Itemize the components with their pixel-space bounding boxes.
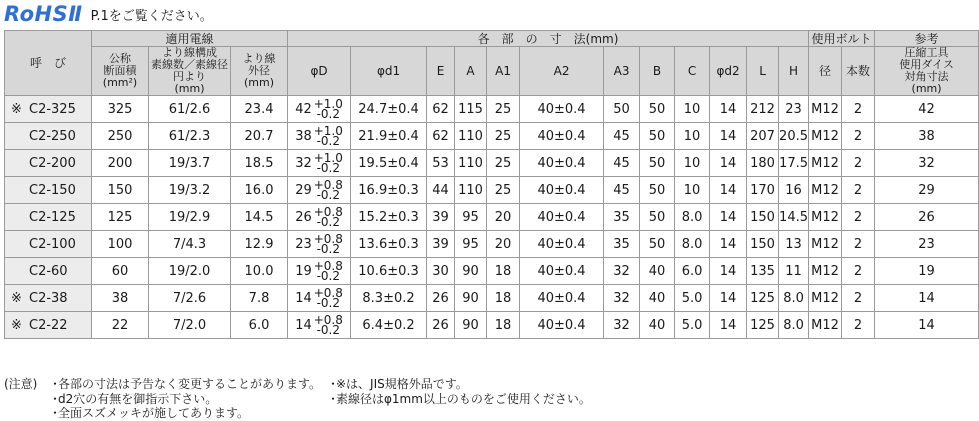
tolerance-minus: -0.2	[316, 242, 341, 256]
cell-A: 95	[455, 231, 487, 258]
cell-D	[288, 177, 351, 204]
cell-E: 26	[427, 285, 455, 312]
cell-area: 60	[92, 258, 149, 285]
dim-col-header: φd1	[351, 47, 427, 96]
cell-A1: 18	[487, 312, 520, 339]
cell-A2: 40±0.4	[520, 150, 604, 177]
cell-d1: 10.6±0.3	[351, 258, 427, 285]
cell-D	[288, 96, 351, 123]
dim-col-header: A3	[604, 47, 640, 96]
cell-bolt: M12	[809, 204, 842, 231]
cell-d1: 24.7±0.4	[351, 96, 427, 123]
note-line: ･※は、JIS規格外品です。	[330, 377, 468, 391]
dia-D-tolerance	[314, 99, 343, 119]
cell-A2: 40±0.4	[520, 96, 604, 123]
cell-A3: 45	[604, 177, 640, 204]
cell-A: 110	[455, 123, 487, 150]
cell-L: 170	[747, 177, 779, 204]
tolerance-plus: +1.0	[313, 124, 343, 138]
cell-C: 10	[675, 177, 710, 204]
cell-area: 150	[92, 177, 149, 204]
row-name-cell	[5, 285, 92, 312]
table-row	[5, 204, 979, 231]
cell-H: 14.5	[779, 204, 809, 231]
bolt-col-header: 径	[809, 47, 842, 96]
cell-A1: 25	[487, 177, 520, 204]
cell-D	[288, 285, 351, 312]
cell-strand: 7/2.6	[149, 285, 231, 312]
cell-area: 22	[92, 312, 149, 339]
dia-D	[295, 126, 343, 146]
dia-D-value: 14	[295, 290, 312, 306]
dia-D	[295, 234, 343, 254]
dim-col-header: H	[779, 47, 809, 96]
cell-die: 42	[875, 96, 979, 123]
cell-L: 150	[747, 204, 779, 231]
cell-D	[288, 231, 351, 258]
row-name-cell	[5, 123, 92, 150]
row-name-cell	[5, 150, 92, 177]
table-row	[5, 96, 979, 123]
cell-count: 2	[842, 204, 875, 231]
tolerance-minus: -0.2	[316, 107, 341, 121]
tolerance-plus: +0.8	[313, 232, 343, 246]
tolerance-plus: +0.8	[313, 178, 343, 192]
cell-A1: 25	[487, 123, 520, 150]
dim-col-header: C	[675, 47, 710, 96]
cell-die: 23	[875, 231, 979, 258]
cell-C: 10	[675, 150, 710, 177]
cell-A3: 35	[604, 204, 640, 231]
cell-bolt: M12	[809, 123, 842, 150]
cell-die: 26	[875, 204, 979, 231]
cell-A: 115	[455, 96, 487, 123]
cell-d1: 21.9±0.4	[351, 123, 427, 150]
note-line: ･各部の寸法は予告なく変更することがあります。	[52, 377, 322, 391]
cell-B: 50	[640, 231, 675, 258]
notes-label: (注意)	[4, 377, 38, 391]
cell-od: 10.0	[231, 258, 288, 285]
cell-H: 8.0	[779, 285, 809, 312]
dia-D-value: 23	[295, 236, 312, 252]
cell-B: 50	[640, 96, 675, 123]
dia-D-tolerance	[314, 261, 343, 281]
cell-H: 16	[779, 177, 809, 204]
dia-D	[295, 261, 343, 281]
row-name: C2-22	[29, 317, 68, 333]
cell-C: 10	[675, 123, 710, 150]
cell-count: 2	[842, 285, 875, 312]
cell-d2: 14	[710, 204, 747, 231]
cell-die: 29	[875, 177, 979, 204]
ref-col-header: 圧縮工具 使用ダイス 対角寸法 (mm)	[875, 47, 979, 96]
table-row	[5, 258, 979, 285]
cell-A2: 40±0.4	[520, 177, 604, 204]
cell-A1: 18	[487, 258, 520, 285]
cell-d1: 8.3±0.2	[351, 285, 427, 312]
row-name: C2-100	[29, 236, 76, 252]
dim-col-header: A2	[520, 47, 604, 96]
cell-L: 180	[747, 150, 779, 177]
cell-C: 10	[675, 96, 710, 123]
dia-D	[295, 315, 343, 335]
cell-L: 207	[747, 123, 779, 150]
cell-L: 125	[747, 285, 779, 312]
cell-od: 16.0	[231, 177, 288, 204]
spec-table	[4, 30, 979, 339]
cell-od: 23.4	[231, 96, 288, 123]
cell-d2: 14	[710, 285, 747, 312]
cell-A3: 32	[604, 258, 640, 285]
cell-d1: 15.2±0.3	[351, 204, 427, 231]
cell-bolt: M12	[809, 150, 842, 177]
cell-od: 12.9	[231, 231, 288, 258]
dim-col-header: φD	[288, 47, 351, 96]
row-name-cell	[5, 177, 92, 204]
cell-d1: 16.9±0.3	[351, 177, 427, 204]
notes-right	[330, 377, 591, 406]
cell-H: 8.0	[779, 312, 809, 339]
dia-D-value: 26	[295, 209, 312, 225]
cell-D	[288, 150, 351, 177]
cell-die: 14	[875, 312, 979, 339]
cell-A2: 40±0.4	[520, 123, 604, 150]
bolt-group-header: 使用ボルト	[809, 31, 875, 47]
cell-od: 6.0	[231, 312, 288, 339]
cell-A1: 25	[487, 96, 520, 123]
cell-A3: 35	[604, 231, 640, 258]
dia-D-value: 32	[295, 155, 312, 171]
tolerance-plus: +0.8	[313, 313, 343, 327]
header-bar	[4, 2, 213, 26]
dim-col-header: A	[455, 47, 487, 96]
cell-H: 11	[779, 258, 809, 285]
dia-D-value: 29	[295, 182, 312, 198]
cell-d2: 14	[710, 231, 747, 258]
row-name: C2-325	[29, 101, 76, 117]
cell-die: 14	[875, 285, 979, 312]
tolerance-plus: +0.8	[313, 259, 343, 273]
dim-col-header: A1	[487, 47, 520, 96]
row-name: C2-125	[29, 209, 76, 225]
cell-H: 17.5	[779, 150, 809, 177]
bolt-col-header: 本数	[842, 47, 875, 96]
cell-area: 38	[92, 285, 149, 312]
cell-A3: 50	[604, 96, 640, 123]
note-line: ･d2穴の有無を御指示下さい。	[52, 391, 218, 406]
dia-D-value: 42	[295, 101, 312, 117]
note-line: ･全面スズメッキが施してあります。	[52, 406, 250, 420]
cell-count: 2	[842, 231, 875, 258]
cell-area: 200	[92, 150, 149, 177]
cell-d2: 14	[710, 96, 747, 123]
col-name-header: 呼 び	[5, 31, 92, 96]
tolerance-plus: +1.0	[313, 151, 343, 165]
cell-D	[288, 123, 351, 150]
cell-d2: 14	[710, 258, 747, 285]
cell-area: 250	[92, 123, 149, 150]
table-row	[5, 150, 979, 177]
dim-col-header: E	[427, 47, 455, 96]
cell-E: 44	[427, 177, 455, 204]
cell-strand: 19/3.7	[149, 150, 231, 177]
cell-strand: 7/2.0	[149, 312, 231, 339]
row-name: C2-38	[29, 290, 68, 306]
row-name-cell	[5, 312, 92, 339]
cell-A3: 45	[604, 123, 640, 150]
row-name-cell	[5, 231, 92, 258]
ref-group-header: 参考	[875, 31, 979, 47]
dim-col-header: B	[640, 47, 675, 96]
cell-bolt: M12	[809, 177, 842, 204]
nonstandard-mark: ※	[11, 290, 22, 306]
dia-D-tolerance	[314, 153, 343, 173]
wire-col-header: より線構成 素線数／素線径 円より (mm)	[149, 47, 231, 96]
cell-strand: 61/2.6	[149, 96, 231, 123]
dim-col-header: φd2	[710, 47, 747, 96]
dia-D	[295, 99, 343, 119]
rohs-note: P.1をご覧ください。	[90, 8, 213, 24]
dia-D-value: 14	[295, 317, 312, 333]
wire-group-header: 適用電線	[92, 31, 288, 47]
row-name: C2-200	[29, 155, 76, 171]
cell-A: 95	[455, 204, 487, 231]
cell-A2: 40±0.4	[520, 231, 604, 258]
dia-D-tolerance	[314, 126, 343, 146]
cell-od: 7.8	[231, 285, 288, 312]
cell-od: 18.5	[231, 150, 288, 177]
cell-count: 2	[842, 177, 875, 204]
cell-area: 100	[92, 231, 149, 258]
cell-A2: 40±0.4	[520, 204, 604, 231]
cell-E: 39	[427, 204, 455, 231]
cell-B: 50	[640, 177, 675, 204]
cell-H: 23	[779, 96, 809, 123]
row-name-cell	[5, 258, 92, 285]
cell-strand: 61/2.3	[149, 123, 231, 150]
row-name-cell	[5, 96, 92, 123]
row-name: C2-60	[29, 263, 68, 279]
tolerance-minus: -0.2	[316, 296, 341, 310]
cell-E: 30	[427, 258, 455, 285]
dia-D-tolerance	[314, 180, 343, 200]
tolerance-minus: -0.2	[316, 323, 341, 337]
cell-E: 39	[427, 231, 455, 258]
cell-bolt: M12	[809, 312, 842, 339]
cell-C: 5.0	[675, 312, 710, 339]
cell-L: 212	[747, 96, 779, 123]
cell-A: 90	[455, 285, 487, 312]
dia-D	[295, 153, 343, 173]
cell-E: 62	[427, 96, 455, 123]
cell-H: 13	[779, 231, 809, 258]
tolerance-minus: -0.2	[316, 188, 341, 202]
tolerance-minus: -0.2	[316, 269, 341, 283]
tolerance-plus: +0.8	[313, 205, 343, 219]
cell-A1: 20	[487, 231, 520, 258]
cell-bolt: M12	[809, 285, 842, 312]
cell-A2: 40±0.4	[520, 285, 604, 312]
row-name: C2-250	[29, 128, 76, 144]
cell-B: 50	[640, 123, 675, 150]
cell-A1: 25	[487, 150, 520, 177]
cell-d1: 19.5±0.4	[351, 150, 427, 177]
cell-die: 32	[875, 150, 979, 177]
cell-bolt: M12	[809, 96, 842, 123]
cell-strand: 19/2.9	[149, 204, 231, 231]
cell-A3: 32	[604, 312, 640, 339]
tolerance-plus: +0.8	[313, 286, 343, 300]
cell-A2: 40±0.4	[520, 258, 604, 285]
cell-strand: 7/4.3	[149, 231, 231, 258]
table-row	[5, 285, 979, 312]
tolerance-minus: -0.2	[316, 134, 341, 148]
cell-A1: 18	[487, 285, 520, 312]
cell-strand: 19/2.0	[149, 258, 231, 285]
cell-die: 38	[875, 123, 979, 150]
cell-od: 14.5	[231, 204, 288, 231]
row-name: C2-150	[29, 182, 76, 198]
cell-D	[288, 204, 351, 231]
cell-E: 53	[427, 150, 455, 177]
cell-B: 50	[640, 150, 675, 177]
cell-A: 90	[455, 312, 487, 339]
cell-A3: 32	[604, 285, 640, 312]
cell-C: 8.0	[675, 204, 710, 231]
nonstandard-mark: ※	[11, 317, 22, 333]
cell-A: 110	[455, 150, 487, 177]
cell-E: 26	[427, 312, 455, 339]
cell-B: 40	[640, 258, 675, 285]
cell-H: 20.5	[779, 123, 809, 150]
table-row	[5, 123, 979, 150]
table-row	[5, 312, 979, 339]
cell-count: 2	[842, 150, 875, 177]
dia-D-tolerance	[314, 315, 343, 335]
cell-area: 325	[92, 96, 149, 123]
cell-count: 2	[842, 258, 875, 285]
notes-left	[52, 377, 321, 421]
tolerance-minus: -0.2	[316, 215, 341, 229]
cell-od: 20.7	[231, 123, 288, 150]
dia-D-tolerance	[314, 207, 343, 227]
cell-d2: 14	[710, 150, 747, 177]
cell-bolt: M12	[809, 258, 842, 285]
dia-D-tolerance	[314, 234, 343, 254]
cell-A: 110	[455, 177, 487, 204]
cell-C: 8.0	[675, 231, 710, 258]
cell-L: 125	[747, 312, 779, 339]
cell-D	[288, 258, 351, 285]
cell-E: 62	[427, 123, 455, 150]
cell-D	[288, 312, 351, 339]
dia-D	[295, 207, 343, 227]
cell-d2: 14	[710, 177, 747, 204]
cell-C: 6.0	[675, 258, 710, 285]
dia-D-tolerance	[314, 288, 343, 308]
tolerance-minus: -0.2	[316, 161, 341, 175]
cell-B: 40	[640, 285, 675, 312]
cell-d2: 14	[710, 123, 747, 150]
cell-B: 40	[640, 312, 675, 339]
dim-group-header: 各 部 の 寸 法(mm)	[288, 31, 809, 47]
note-line: ･素線径はφ1mm以上のものをご使用ください。	[330, 391, 591, 406]
tolerance-plus: +1.0	[313, 97, 343, 111]
dia-D-value: 38	[295, 128, 312, 144]
dia-D	[295, 288, 343, 308]
cell-bolt: M12	[809, 231, 842, 258]
cell-C: 5.0	[675, 285, 710, 312]
cell-d2: 14	[710, 312, 747, 339]
cell-count: 2	[842, 312, 875, 339]
table-row	[5, 231, 979, 258]
cell-A: 90	[455, 258, 487, 285]
cell-area: 125	[92, 204, 149, 231]
cell-A2: 40±0.4	[520, 312, 604, 339]
cell-A1: 20	[487, 204, 520, 231]
cell-d1: 6.4±0.2	[351, 312, 427, 339]
cell-count: 2	[842, 123, 875, 150]
nonstandard-mark: ※	[11, 101, 22, 117]
cell-B: 50	[640, 204, 675, 231]
wire-col-header: 公称 断面積 (mm²)	[92, 47, 149, 96]
row-name-cell	[5, 204, 92, 231]
rohs-logo: RoHSⅡ	[4, 1, 83, 26]
cell-L: 135	[747, 258, 779, 285]
dia-D-value: 19	[295, 263, 312, 279]
cell-count: 2	[842, 96, 875, 123]
cell-A3: 45	[604, 150, 640, 177]
cell-L: 150	[747, 231, 779, 258]
dim-col-header: L	[747, 47, 779, 96]
cell-strand: 19/3.2	[149, 177, 231, 204]
cell-d1: 13.6±0.3	[351, 231, 427, 258]
table-row	[5, 177, 979, 204]
cell-die: 19	[875, 258, 979, 285]
wire-col-header: より線 外径 (mm)	[231, 47, 288, 96]
dia-D	[295, 180, 343, 200]
